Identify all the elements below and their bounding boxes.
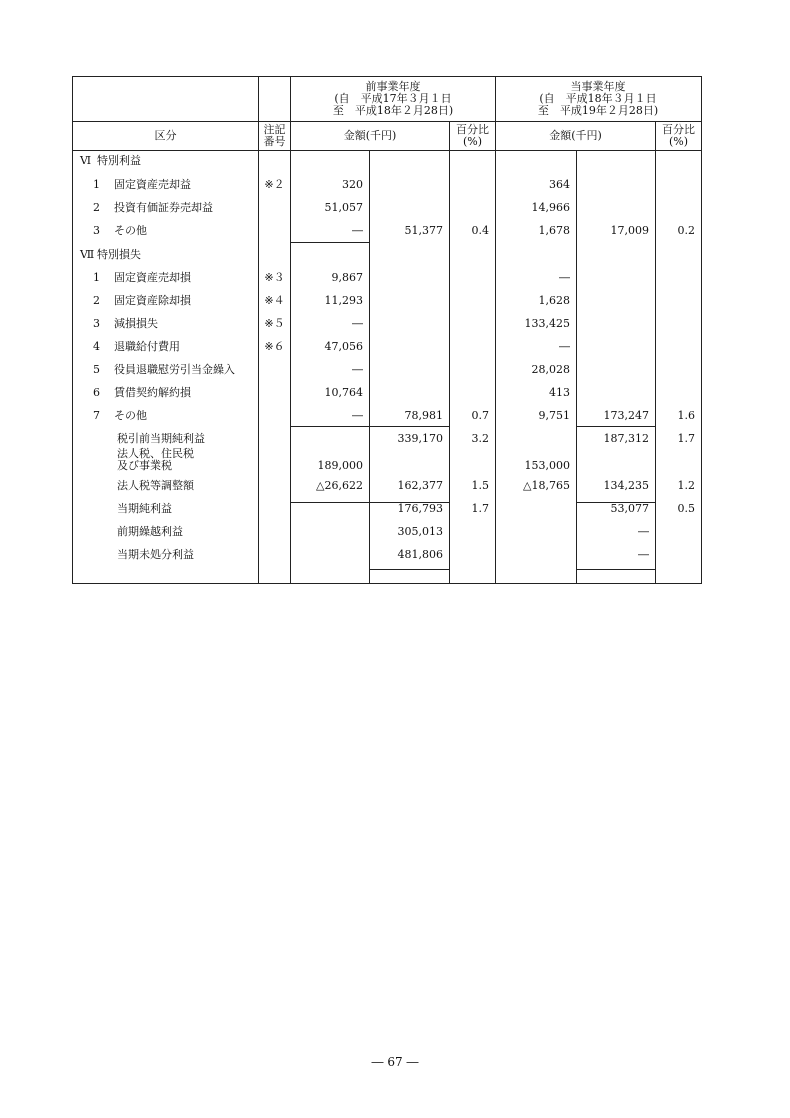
subtotal-line-prev-3 — [369, 426, 449, 427]
prev-subtotal-cell: 339,170 — [397, 432, 443, 445]
row-label-line: 退職給付費用 — [114, 340, 180, 353]
row-label — [117, 526, 183, 538]
row-label — [117, 433, 205, 445]
prev-amount-cell: 320 — [342, 178, 363, 191]
curr-pct-header-2: (%) — [668, 135, 689, 148]
subheader-divider — [73, 150, 701, 151]
row-number: 1 — [93, 178, 100, 191]
note-cell: ※５ — [264, 317, 285, 330]
row-label — [114, 295, 191, 307]
curr-pct-cell: 1.7 — [677, 432, 695, 445]
curr-amount-header: 金額(千円) — [549, 129, 602, 142]
row-number: Ⅶ — [80, 248, 95, 261]
prev-amount-cell: ― — [352, 224, 363, 237]
row-label-line: 固定資産除却損 — [114, 294, 191, 307]
row-label-line: その他 — [114, 409, 147, 422]
note-cell: ※６ — [264, 340, 285, 353]
subtotal-line-curr-2 — [576, 426, 656, 427]
note-cell: ※３ — [264, 271, 285, 284]
row-label — [117, 480, 194, 492]
curr-subtotal-cell: 173,247 — [603, 409, 649, 422]
row-label-line: 特別利益 — [97, 154, 141, 167]
curr-subtotal-cell: 53,077 — [610, 502, 649, 515]
row-number: 7 — [93, 409, 100, 422]
curr-period-title: 当事業年度 — [570, 80, 626, 93]
row-label — [114, 225, 147, 237]
prev-pct-cell: 0.7 — [471, 409, 489, 422]
page-number: ― 67 ― — [371, 1055, 419, 1069]
income-statement-table — [72, 76, 702, 584]
curr-pct-header-1: 百分比 — [662, 123, 695, 136]
row-label-line: 法人税、住民税 — [117, 447, 194, 460]
row-label-line: 固定資産売却損 — [114, 271, 191, 284]
curr-amount-cell: 364 — [549, 178, 570, 191]
prev-period-title: 前事業年度 — [365, 80, 421, 93]
curr-amount-cell: 1,628 — [538, 294, 570, 307]
row-label-line: 当期純利益 — [117, 502, 172, 515]
row-label — [114, 364, 235, 376]
row-label — [117, 503, 172, 515]
prev-period-to: 至 平成18年２月28日) — [332, 104, 454, 117]
prev-amount-cell: 10,764 — [324, 386, 363, 399]
curr-subtotal-cell: 17,009 — [610, 224, 649, 237]
prev-subtotal-cell: 305,013 — [397, 525, 443, 538]
total-line-prev-top — [369, 569, 449, 570]
prev-amount-cell: ― — [352, 317, 363, 330]
note-cell: ※２ — [264, 178, 285, 191]
prev-pct-cell: 0.4 — [471, 224, 489, 237]
row-number: 5 — [93, 363, 100, 376]
row-label-line: 当期未処分利益 — [117, 548, 194, 561]
curr-amount-cell: 153,000 — [524, 459, 570, 472]
row-label — [114, 387, 191, 399]
col-divider-curr-mid — [576, 151, 577, 583]
prev-pct-cell: 3.2 — [471, 432, 489, 445]
row-number: 3 — [93, 317, 100, 330]
header-divider — [73, 121, 701, 122]
prev-subtotal-cell: 162,377 — [397, 479, 443, 492]
curr-pct-cell: 0.5 — [677, 502, 695, 515]
row-label — [114, 179, 191, 191]
curr-amount-cell: 28,028 — [531, 363, 570, 376]
curr-amount-cell: 14,966 — [531, 201, 570, 214]
curr-subtotal-cell: 134,235 — [603, 479, 649, 492]
prev-amount-cell: 47,056 — [324, 340, 363, 353]
prev-subtotal-cell: 51,377 — [404, 224, 443, 237]
row-label — [114, 202, 213, 214]
prev-amount-cell: 11,293 — [324, 294, 363, 307]
row-label-line: その他 — [114, 224, 147, 237]
curr-amount-cell: △18,765 — [523, 479, 570, 492]
col-divider-periods — [495, 77, 496, 583]
prev-pct-header-1: 百分比 — [456, 123, 489, 136]
row-label — [114, 318, 158, 330]
curr-subtotal-cell: 187,312 — [603, 432, 649, 445]
note-no-header-1: 注記 — [263, 123, 286, 136]
row-label — [97, 249, 141, 261]
row-label-line: 固定資産売却益 — [114, 178, 191, 191]
row-label — [97, 155, 141, 167]
curr-amount-cell: 9,751 — [538, 409, 570, 422]
row-label-line: 役員退職慰労引当金繰入 — [114, 363, 235, 376]
curr-period-to: 至 平成19年２月28日) — [537, 104, 659, 117]
row-label-line: 投資有価証券売却益 — [114, 201, 213, 214]
row-label — [117, 448, 194, 472]
row-label-line: 及び事業税 — [117, 459, 172, 472]
prev-amount-cell: ― — [352, 363, 363, 376]
row-label-line: 特別損失 — [97, 248, 141, 261]
col-divider-prev-mid — [369, 151, 370, 583]
prev-period-from: (自 平成17年３月１日 — [334, 92, 452, 105]
subtotal-line-prev-1 — [290, 242, 370, 243]
curr-amount-cell: 413 — [549, 386, 570, 399]
col-divider-kubun — [258, 77, 259, 583]
curr-amount-cell: ― — [559, 340, 570, 353]
row-number: 4 — [93, 340, 100, 353]
prev-subtotal-cell: 481,806 — [397, 548, 443, 561]
note-no-header-2: 番号 — [263, 135, 286, 148]
curr-amount-cell: 1,678 — [538, 224, 570, 237]
note-cell: ※４ — [264, 294, 285, 307]
prev-amount-header: 金額(千円) — [343, 129, 397, 142]
curr-amount-cell: 133,425 — [524, 317, 570, 330]
prev-amount-cell: 51,057 — [324, 201, 363, 214]
row-label-line: 法人税等調整額 — [117, 479, 194, 492]
row-number: 6 — [93, 386, 100, 399]
row-label-line: 前期繰越利益 — [117, 525, 183, 538]
prev-subtotal-cell: 176,793 — [397, 502, 443, 515]
row-label-line: 税引前当期純利益 — [117, 432, 205, 445]
row-label-line: 減損損失 — [114, 317, 158, 330]
total-line-curr-top — [576, 569, 656, 570]
row-number: 1 — [93, 271, 100, 284]
prev-pct-cell: 1.5 — [471, 479, 489, 492]
prev-amount-cell: 9,867 — [331, 271, 363, 284]
row-label — [117, 549, 194, 561]
curr-pct-cell: 1.6 — [677, 409, 695, 422]
row-label — [114, 341, 180, 353]
prev-amount-cell: ― — [352, 409, 363, 422]
curr-period-from: (自 平成18年３月１日 — [539, 92, 657, 105]
row-number: 2 — [93, 201, 100, 214]
prev-amount-cell: △26,622 — [316, 479, 363, 492]
row-label — [114, 272, 191, 284]
row-number: 2 — [93, 294, 100, 307]
curr-subtotal-cell: ― — [638, 525, 649, 538]
col-divider-note — [290, 77, 291, 583]
curr-subtotal-cell: ― — [638, 548, 649, 561]
kubun-header: 区分 — [154, 129, 177, 142]
prev-pct-header-2: (%) — [462, 135, 483, 148]
curr-pct-cell: 0.2 — [677, 224, 695, 237]
row-label-line: 賃借契約解約損 — [114, 386, 191, 399]
prev-pct-cell: 1.7 — [471, 502, 489, 515]
row-number: 3 — [93, 224, 100, 237]
row-number: Ⅵ — [80, 154, 92, 167]
prev-subtotal-cell: 78,981 — [404, 409, 443, 422]
subtotal-line-prev-4 — [290, 502, 370, 503]
curr-pct-cell: 1.2 — [677, 479, 695, 492]
curr-amount-cell: ― — [559, 271, 570, 284]
row-label — [114, 410, 147, 422]
prev-amount-cell: 189,000 — [317, 459, 363, 472]
subtotal-line-prev-2 — [290, 426, 370, 427]
